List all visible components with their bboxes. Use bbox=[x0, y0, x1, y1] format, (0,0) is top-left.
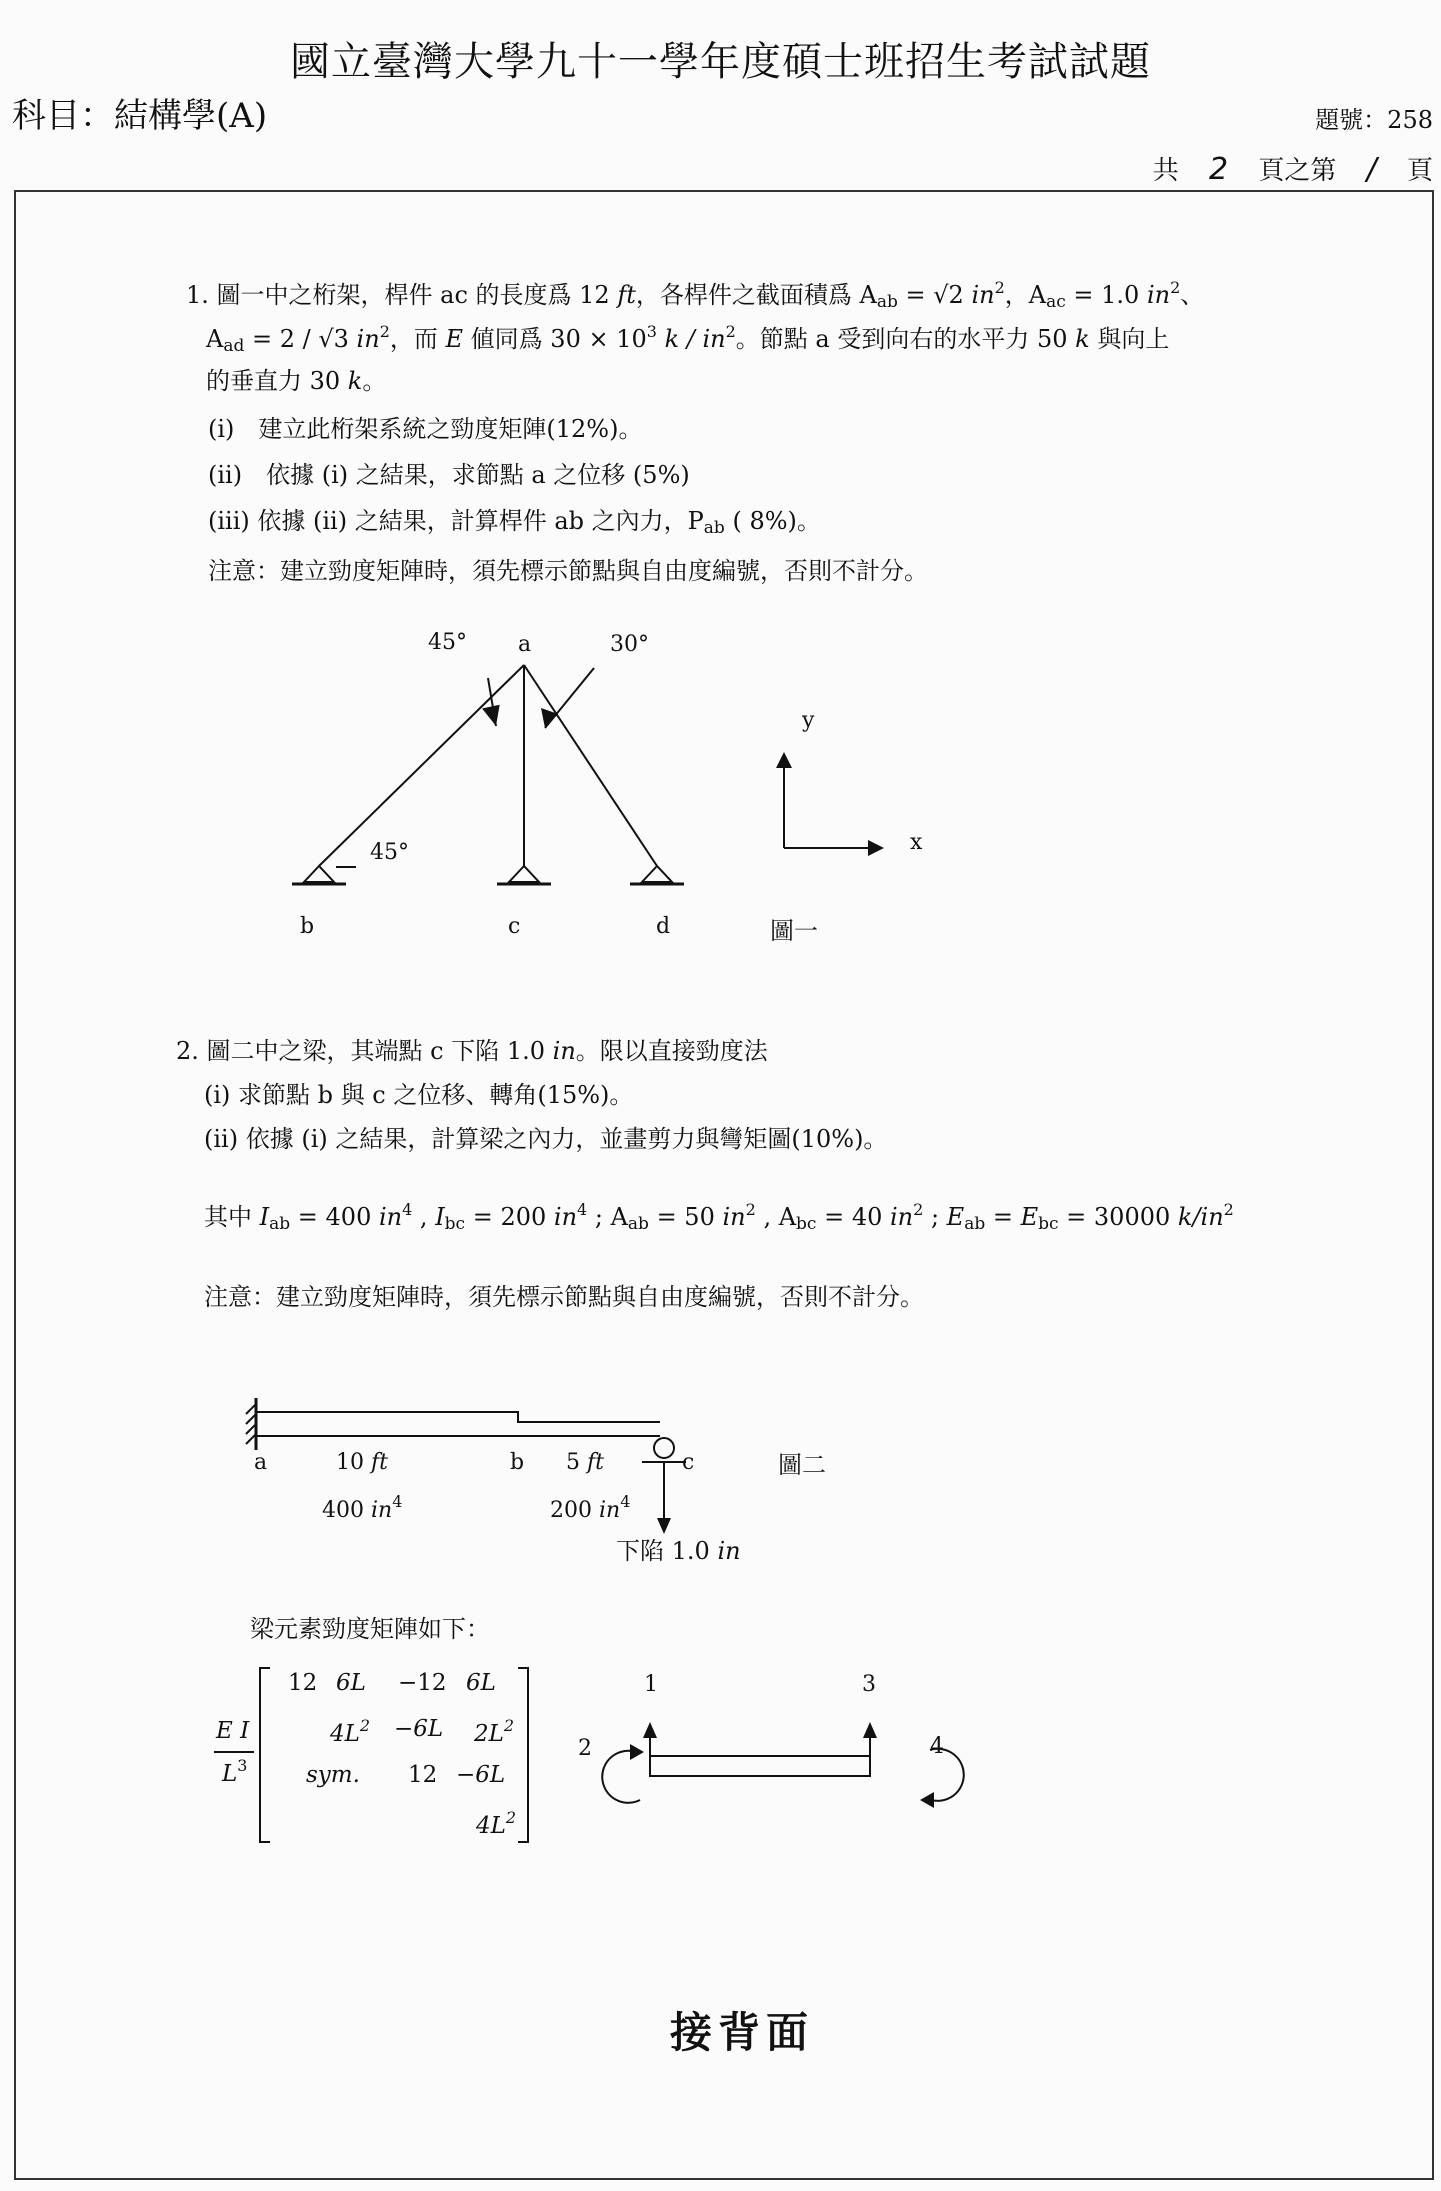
angle-label-left: 45° bbox=[428, 630, 467, 655]
matrix-r3c4: −6L bbox=[456, 1762, 506, 1788]
settlement-label: 下陷 1.0 in bbox=[616, 1537, 741, 1565]
q1-part-ii: (ii) 依據 (i) 之結果，求節點 a 之位移 (5%) bbox=[208, 461, 690, 489]
settlement-arrowhead bbox=[657, 1518, 671, 1534]
support-d bbox=[642, 866, 672, 882]
axis-x-label: x bbox=[910, 830, 923, 855]
figure-2-caption: 圖二 bbox=[778, 1451, 826, 1479]
member-ab bbox=[319, 665, 524, 866]
beam-node-b: b bbox=[510, 1450, 525, 1475]
q2-note: 注意：建立勁度矩陣時，須先標示節點與自由度編號，否則不計分。 bbox=[204, 1283, 924, 1311]
matrix-coeff-denominator: $L^3$ bbox=[222, 1756, 248, 1787]
member-ad bbox=[524, 665, 657, 866]
q2-part-ii: (ii) 依據 (i) 之結果，計算梁之內力，並畫剪力與彎矩圖(10%)。 bbox=[204, 1125, 888, 1153]
support-b bbox=[304, 866, 334, 882]
beam-node-a: a bbox=[254, 1450, 268, 1475]
q1-line2: $A_{ad} = 2 / √3$ $in^2$，而 E 値同爲 $30 \times 10^3$ k / $in^2$。節點 a 受到向右的水平力 50 k 與向上 bbox=[206, 322, 1170, 356]
matrix-r2c3: −6L bbox=[394, 1716, 444, 1742]
pages-total: 2 bbox=[1208, 152, 1229, 187]
exam-title: 國立臺灣大學九十一學年度碩士班招生考試試題 bbox=[290, 39, 1151, 85]
q1-note: 注意：建立勁度矩陣時，須先標示節點與自由度編號，否則不計分。 bbox=[208, 557, 928, 585]
handwritten-continue-note: 接背面 bbox=[670, 2008, 815, 2057]
inertia-bc: 200 $in^4$ bbox=[550, 1492, 631, 1523]
matrix-r1c1: 12 bbox=[288, 1670, 318, 1696]
figure-1-caption: 圖一 bbox=[770, 917, 818, 945]
node-a-label: a bbox=[518, 632, 532, 657]
matrix-r2c4: $2L^2$ bbox=[474, 1716, 515, 1747]
q1-part-iii: (iii) 依據 (ii) 之結果，計算桿件 ab 之內力，$P_{ab}$ ( 8%)。 bbox=[208, 507, 821, 538]
question-number: 題號：258 bbox=[1315, 106, 1433, 134]
dof-1-label: 1 bbox=[644, 1672, 658, 1697]
matrix-coeff-numerator: E I bbox=[216, 1718, 250, 1744]
load-arrowhead-left bbox=[482, 705, 504, 728]
matrix-r1c3: −12 bbox=[398, 1670, 447, 1696]
matrix-r1c2: 6L bbox=[336, 1670, 366, 1696]
q1-part-i: (i) 建立此桁架系統之勁度矩陣(12%)。 bbox=[208, 415, 643, 443]
y-arrowhead bbox=[776, 752, 792, 768]
inertia-ab: 400 $in^4$ bbox=[322, 1492, 403, 1523]
matrix-r1c4: 6L bbox=[466, 1670, 496, 1696]
element-sketch bbox=[650, 1756, 870, 1776]
node-c-label: c bbox=[508, 914, 521, 939]
roller-c bbox=[654, 1438, 674, 1458]
angle-label-base: 45° bbox=[370, 840, 409, 865]
support-c bbox=[509, 866, 539, 882]
q2-properties: 其中 $I_{ab} = 400$ $in^4$ , $I_{bc} = 200$ $in^4$ ; $A_{ab} = 50$ $in^2$ , $A_{bc} = 40$ $in^2$ ; $E_{ab} = E_{bc} = 30000$ $k/in^2$ bbox=[204, 1200, 1234, 1234]
matrix-intro: 梁元素勁度矩陣如下： bbox=[250, 1615, 490, 1643]
q2-line1: 2. 圖二中之梁，其端點 c 下陷 1.0 in。限以直接勁度法 bbox=[176, 1037, 768, 1065]
x-arrowhead bbox=[868, 840, 884, 856]
node-b-label: b bbox=[300, 914, 315, 939]
matrix-r4c4: $4L^2$ bbox=[476, 1808, 517, 1839]
angle-label-right: 30° bbox=[610, 632, 649, 657]
q2-part-i: (i) 求節點 b 與 c 之位移、轉角(15%)。 bbox=[204, 1081, 634, 1109]
matrix-left-bracket bbox=[260, 1668, 270, 1842]
dof-4-label: 4 bbox=[930, 1734, 944, 1759]
dof-3-label: 3 bbox=[862, 1672, 876, 1697]
matrix-right-bracket bbox=[518, 1668, 528, 1842]
beam-node-c: c bbox=[682, 1450, 695, 1475]
pages-current: / bbox=[1366, 152, 1377, 187]
dof-2-label: 2 bbox=[578, 1736, 592, 1761]
beam-length-bc: 5 ft bbox=[566, 1450, 604, 1475]
axis-y-label: y bbox=[802, 708, 815, 733]
page-indicator: 共 2 頁之第 / 頁 bbox=[1152, 152, 1433, 187]
node-d-label: d bbox=[656, 914, 671, 939]
matrix-sym: sym. bbox=[306, 1762, 360, 1788]
matrix-r2c2: $4L^2$ bbox=[330, 1716, 371, 1747]
subject-label: 科目：結構學(A) bbox=[12, 96, 268, 136]
matrix-r3c3: 12 bbox=[408, 1762, 438, 1788]
beam-length-ab: 10 ft bbox=[336, 1450, 388, 1475]
q1-line3: 的垂直力 30 k。 bbox=[206, 367, 387, 395]
q1-line1: 1. 圖一中之桁架，桿件 ac 的長度爲 12 ft，各桿件之截面積爲 $A_{ab} = √2$ $in^2$，$A_{ac} = 1.0$ $in^2$、 bbox=[186, 278, 1205, 312]
dof2-arc bbox=[602, 1751, 640, 1803]
beam-top bbox=[256, 1412, 660, 1422]
